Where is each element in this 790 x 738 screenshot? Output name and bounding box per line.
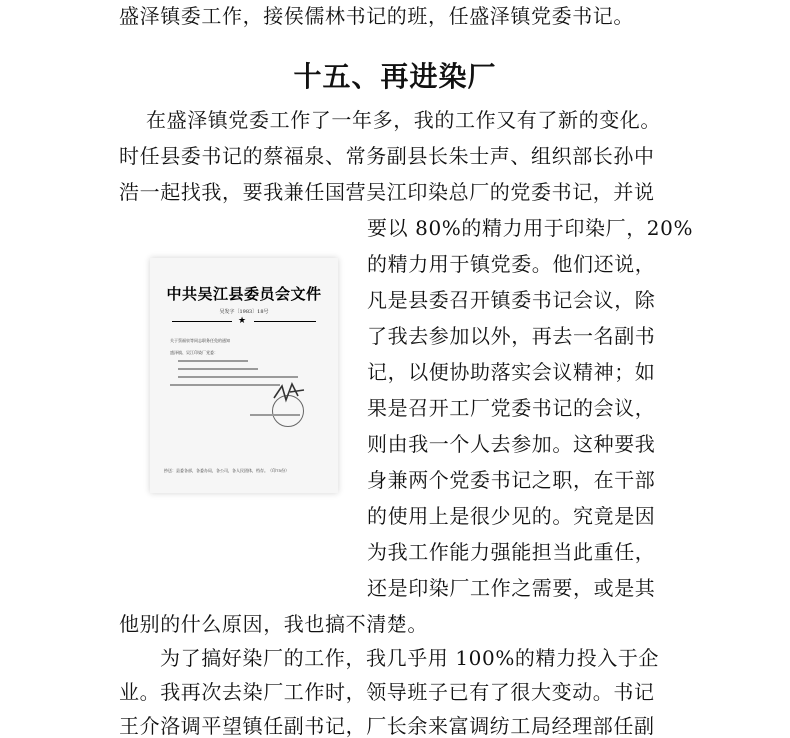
scan-text-line [178, 360, 248, 362]
scan-rule-left [172, 321, 232, 322]
scan-date-line [250, 414, 300, 416]
text-line: 的精力用于镇党委。他们还说， [367, 252, 656, 276]
text-line: 为我工作能力强能担当此重任， [367, 540, 656, 564]
signature-icon [270, 378, 310, 408]
text-line: 他别的什么原因，我也搞不清楚。 [119, 612, 428, 636]
text-line: 凡是县委召开镇委书记会议，除 [367, 288, 656, 312]
text-line: 时任县委书记的蔡福泉、常务副县长朱士声、组织部长孙中 [119, 144, 655, 168]
text-line: 记，以便协助落实会议精神；如 [367, 360, 656, 384]
text-line: 王介洛调平望镇任副书记，厂长余来富调纺工局经理部任副 [119, 714, 655, 738]
text-line: 为了搞好染厂的工作，我几乎用 100%的精力投入于企 [160, 646, 660, 670]
section-title: 十五、再进染厂 [293, 60, 497, 93]
text-line: 浩一起找我，要我兼任国营吴江印染总厂的党委书记，并说 [119, 180, 655, 204]
text-line: 盛泽镇委工作，接侯儒林书记的班，任盛泽镇党委书记。 [119, 4, 634, 28]
scan-text-line [170, 384, 280, 386]
text-line: 要以 80%的精力用于印染厂，20% [367, 216, 694, 240]
text-line: 身兼两个党委书记之职，在干部 [367, 468, 656, 492]
text-line: 果是召开工厂党委书记的会议， [367, 396, 656, 420]
text-line: 在盛泽镇党委工作了一年多，我的工作又有了新的变化。 [146, 108, 661, 132]
scan-footer: 抄送：县委各部，各委办局，各公司，各人民团体，档存。（印75份） [164, 468, 290, 473]
document-scan-figure [150, 258, 338, 493]
star-icon: ★ [238, 316, 247, 326]
text-line: 的使用上是很少见的。究竟是因 [367, 504, 656, 528]
scan-addressee: 盛泽镇、吴江印染厂党委： [170, 350, 218, 355]
text-line: 则由我一个人去参加。这种要我 [367, 432, 656, 456]
scan-doc-title: 中共吴江县委员会文件 [166, 285, 322, 303]
text-line: 还是印染厂工作之需要，或是其 [367, 576, 656, 600]
scan-rule-right [254, 321, 316, 322]
scan-subject-line: 关于蔡福泉等同志职务任免的通知 [170, 338, 230, 343]
scan-text-line [178, 368, 258, 370]
text-line: 业。我再次去染厂工作时，领导班子已有了很大变动。书记 [119, 680, 655, 704]
text-line: 了我去参加以外，再去一名副书 [367, 324, 656, 348]
scan-doc-ref: 吴发字〔1983〕18号 [219, 309, 269, 315]
